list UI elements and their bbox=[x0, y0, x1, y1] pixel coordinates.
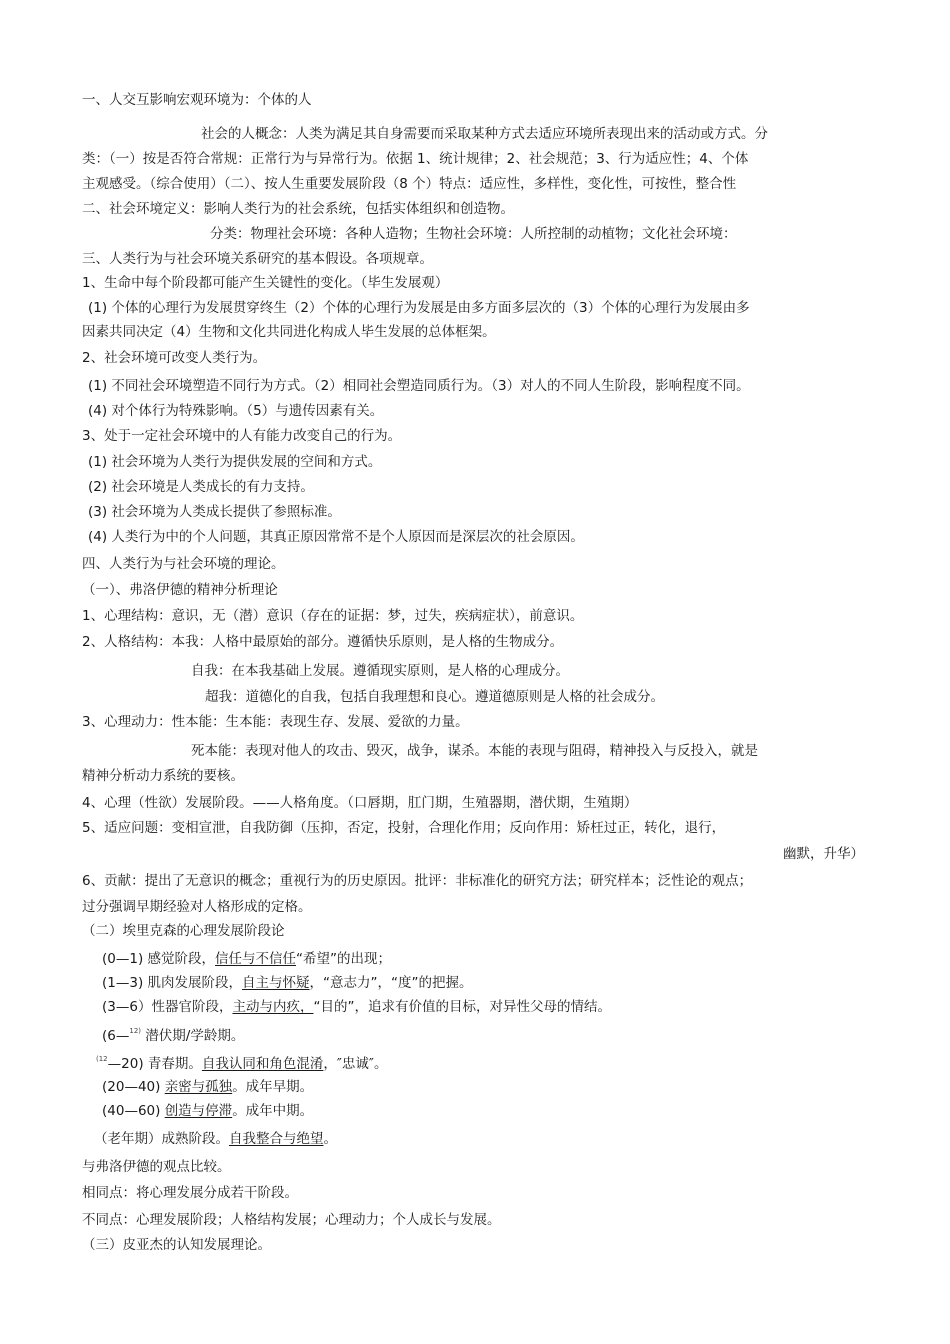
para-line: 因素共同决定（4）生物和文化共同进化构成人毕生发展的总体框架。 bbox=[82, 324, 496, 340]
para-line: 与弗洛伊德的观点比较。 bbox=[82, 1159, 231, 1175]
para-line: (2) 社会环境是人类成长的有力支持。 bbox=[88, 479, 314, 495]
para-line: (1) 个体的心理行为发展贯穿终生（2）个体的心理行为发展是由多方面多层次的（3）个体的心理行为发展由多 bbox=[88, 300, 750, 316]
para-line: 2、人格结构：本我：人格中最原始的部分。遵循快乐原则，是人格的生物成分。 bbox=[82, 634, 564, 650]
para-line: 类：（一）按是否符合常规：正常行为与异常行为。依据 1、统计规律；2、社会规范；3、行为适应性；4、个体 bbox=[82, 151, 749, 167]
para-line: 5、适应问题：变相宣泄，自我防御（压抑，否定，投射，合理化作用；反向作用：矫枉过正，转化，退行， bbox=[82, 820, 726, 836]
para-line: 1、心理结构：意识，无（潜）意识（存在的证据：梦，过失，疾病症状），前意识。 bbox=[82, 608, 584, 624]
subheading: （二）埃里克森的心理发展阶段论 bbox=[82, 923, 285, 939]
para-line: 精神分析动力系统的要核。 bbox=[82, 768, 244, 784]
para-line: 3、心理动力：性本能：生本能：表现生存、发展、爱欲的力量。 bbox=[82, 714, 469, 730]
para-line: 分类：物理社会环境：各种人造物；生物社会环境：人所控制的动植物；文化社会环境： bbox=[210, 226, 737, 242]
stage-line: (0—1) 感觉阶段，信任与不信任“希望”的出现； bbox=[102, 951, 392, 967]
heading-2: 二、社会环境定义：影响人类行为的社会系统，包括实体组织和创造物。 bbox=[82, 201, 514, 217]
para-line: 自我：在本我基础上发展。遵循现实原则，是人格的心理成分。 bbox=[191, 663, 569, 679]
heading-1: 一、人交互影响宏观环境为：个体的人 bbox=[82, 92, 312, 108]
para-line: 1、生命中每个阶段都可能产生关键性的变化。（毕生发展观） bbox=[82, 275, 449, 291]
stage-line: $^{(12}$—20) 青春期。自我认同和角色混淆，″忠诚″。 bbox=[96, 1055, 388, 1072]
para-line: (4) 人类行为中的个人问题，其真正原因常常不是个人原因而是深层次的社会原因。 bbox=[88, 529, 584, 545]
para-line: (4) 对个体行为特殊影响。（5）与遗传因素有关。 bbox=[88, 403, 384, 419]
para-line: 2、社会环境可改变人类行为。 bbox=[82, 350, 267, 366]
para-line: (1) 不同社会环境塑造不同行为方式。（2）相同社会塑造同质行为。（3）对人的不同人生阶段，影响程度不同。 bbox=[88, 378, 750, 394]
para-line: 相同点：将心理发展分成若干阶段。 bbox=[82, 1185, 298, 1201]
para-line: 过分强调早期经验对人格形成的定格。 bbox=[82, 899, 312, 915]
para-line: 6、贡献：提出了无意识的概念；重视行为的历史原因。批评：非标准化的研究方法；研究样本；泛性论的观点； bbox=[82, 873, 753, 889]
para-line: 4、心理（性欲）发展阶段。——人格角度。（口唇期，肛门期，生殖器期，潜伏期，生殖期） bbox=[82, 795, 638, 811]
stage-line: (3—6）性器官阶段，主动与内疚，“目的”，追求有价值的目标，对异性父母的情结。 bbox=[102, 999, 611, 1015]
stage-line: （老年期）成熟阶段。自我整合与绝望。 bbox=[94, 1131, 337, 1147]
stage-line: (40—60) 创造与停滞。成年中期。 bbox=[102, 1103, 314, 1119]
para-line: 死本能：表现对他人的攻击、毁灭，战争，谋杀。本能的表现与阻碍，精神投入与反投入，就是 bbox=[191, 743, 758, 759]
para-line: 幽默，升华） bbox=[783, 846, 864, 862]
para-line: 超我：道德化的自我，包括自我理想和良心。遵道德原则是人格的社会成分。 bbox=[205, 689, 664, 705]
heading-4: 四、人类行为与社会环境的理论。 bbox=[82, 556, 285, 572]
para-line: (3) 社会环境为人类成长提供了参照标准。 bbox=[88, 504, 341, 520]
subheading: （三）皮亚杰的认知发展理论。 bbox=[82, 1237, 271, 1253]
para-line: 主观感受。（综合使用）（二）、按人生重要发展阶段（8 个）特点：适应性，多样性，变化性，可按性，整合性 bbox=[82, 176, 737, 192]
para-line: 不同点：心理发展阶段；人格结构发展；心理动力；个人成长与发展。 bbox=[82, 1212, 501, 1228]
stage-line: (20—40) 亲密与孤独。成年早期。 bbox=[102, 1079, 314, 1095]
heading-3: 三、人类行为与社会环境关系研究的基本假设。各项规章。 bbox=[82, 251, 433, 267]
stage-line: (1—3) 肌肉发展阶段，自主与怀疑，“意志力”，“度”的把握。 bbox=[102, 975, 473, 991]
para-line: 社会的人概念：人类为满足其自身需要而采取某种方式去适应环境所表现出来的活动或方式。分 bbox=[201, 126, 768, 142]
stage-line: (6—$^{12)}$ 潜伏期/学龄期。 bbox=[102, 1027, 245, 1044]
subheading: （一）、弗洛伊德的精神分析理论 bbox=[82, 582, 278, 598]
para-line: 3、处于一定社会环境中的人有能力改变自己的行为。 bbox=[82, 428, 402, 444]
para-line: (1) 社会环境为人类行为提供发展的空间和方式。 bbox=[88, 454, 382, 470]
